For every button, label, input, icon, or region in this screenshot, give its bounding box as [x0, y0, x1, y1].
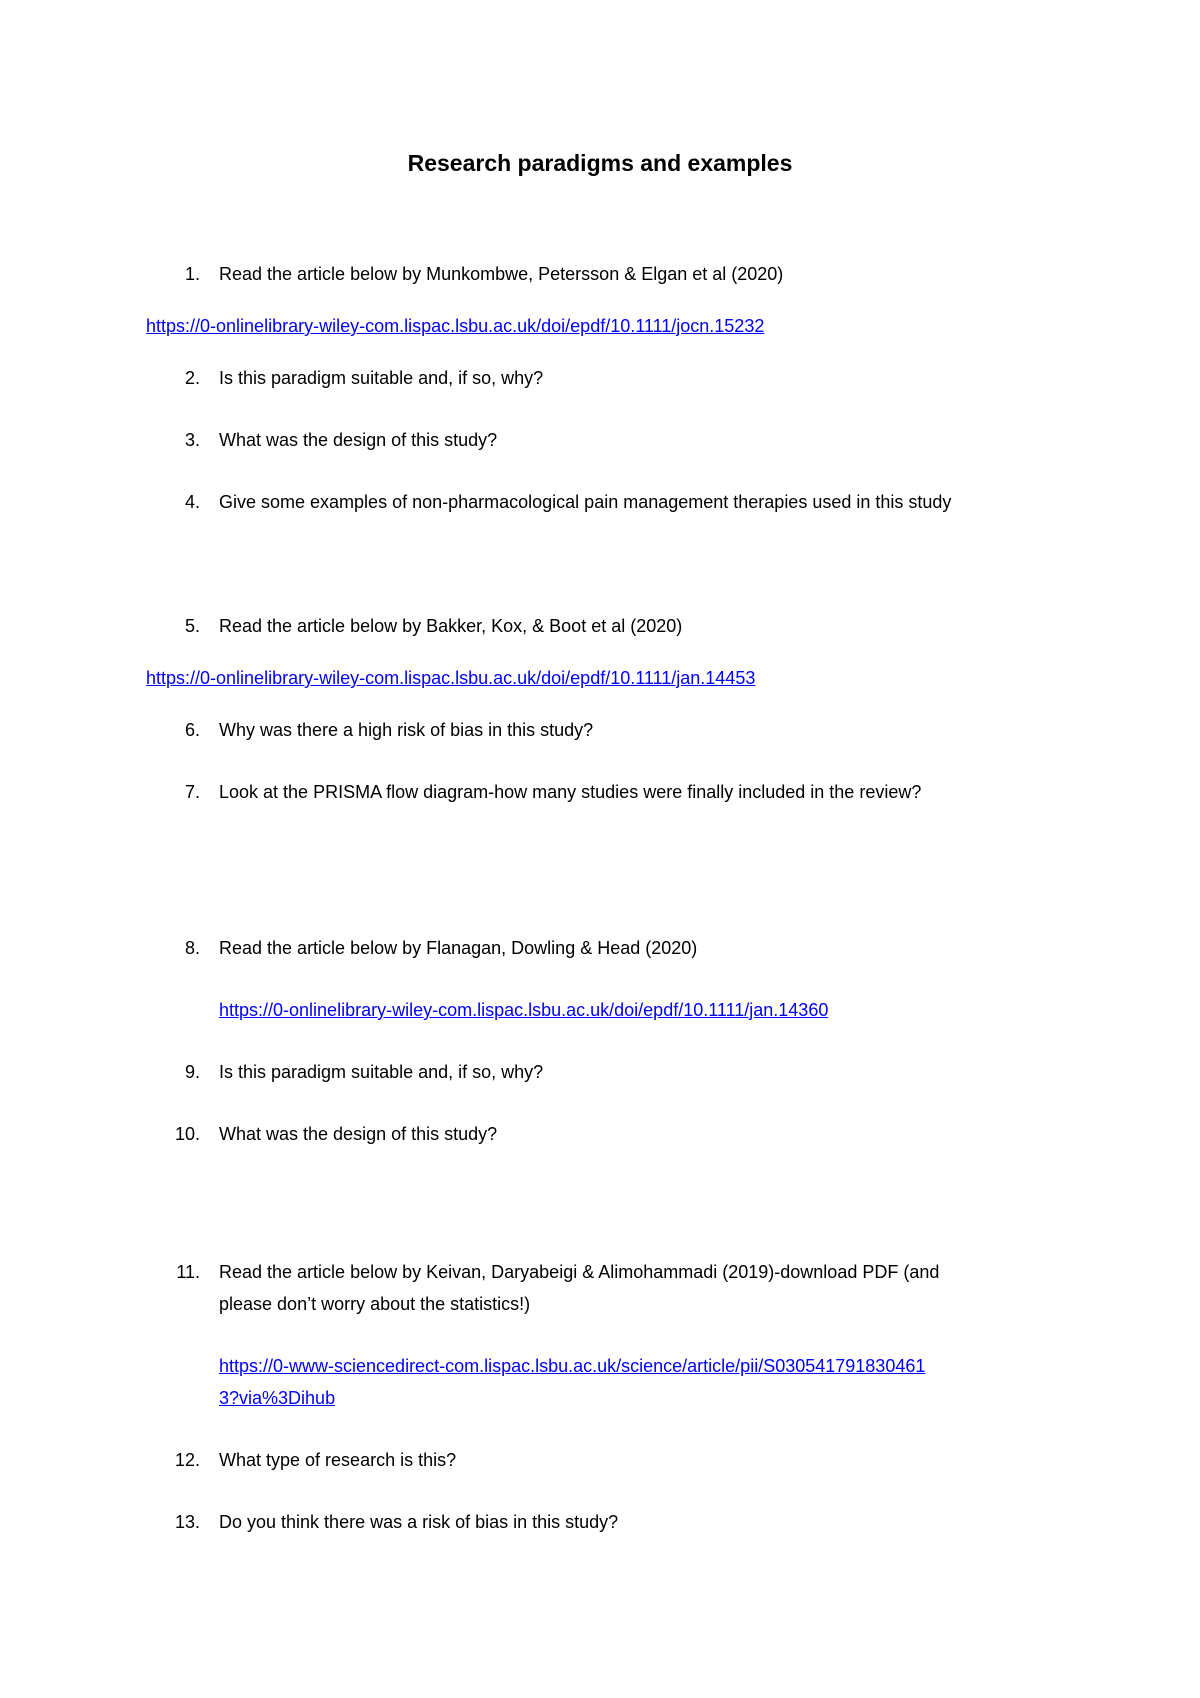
list-item: Read the article below by Munkombwe, Petersson & Elgan et al (2020)	[219, 264, 784, 284]
list-item: What was the design of this study?	[219, 1124, 498, 1144]
list-item-continuation: please don’t worry about the statistics!)	[219, 1294, 531, 1314]
article-link[interactable]: https://0-onlinelibrary-wiley-com.lispac.lsbu.ac.uk/doi/epdf/10.1111/jocn.15232	[146, 316, 765, 336]
list-item: Give some examples of non-pharmacological pain management therapies used in this study	[219, 492, 952, 512]
list-number: 8.	[184, 938, 200, 958]
list-number: 2.	[184, 368, 200, 388]
list-item: Do you think there was a risk of bias in this study?	[219, 1512, 619, 1532]
list-item: Is this paradigm suitable and, if so, why?	[219, 368, 544, 388]
list-item: Read the article below by Flanagan, Dowling & Head (2020)	[219, 938, 698, 958]
page-title: Research paradigms and examples	[407, 150, 793, 176]
list-number: 5.	[184, 616, 200, 636]
list-item: Read the article below by Bakker, Kox, & Boot et al (2020)	[219, 616, 683, 636]
list-item: What type of research is this?	[219, 1450, 457, 1470]
list-number: 1.	[184, 264, 200, 284]
list-number: 10.	[174, 1124, 200, 1144]
list-number: 7.	[184, 782, 200, 802]
list-number: 4.	[184, 492, 200, 512]
article-link[interactable]: https://0-www-sciencedirect-com.lispac.lsbu.ac.uk/science/article/pii/S030541791830461	[219, 1356, 926, 1376]
list-number: 11.	[176, 1262, 200, 1282]
list-item: What was the design of this study?	[219, 430, 498, 450]
list-number: 3.	[184, 430, 200, 450]
list-number: 6.	[184, 720, 200, 740]
list-number: 9.	[184, 1062, 200, 1082]
article-link[interactable]: https://0-onlinelibrary-wiley-com.lispac.lsbu.ac.uk/doi/epdf/10.1111/jan.14360	[219, 1000, 829, 1020]
list-item: Why was there a high risk of bias in this study?	[219, 720, 594, 740]
article-link-continuation[interactable]: 3?via%3Dihub	[219, 1388, 336, 1408]
list-item: Is this paradigm suitable and, if so, why?	[219, 1062, 544, 1082]
list-number: 12.	[174, 1450, 200, 1470]
list-number: 13.	[174, 1512, 200, 1532]
list-item: Look at the PRISMA flow diagram-how many studies were finally included in the review?	[219, 782, 922, 802]
list-item: Read the article below by Keivan, Daryabeigi & Alimohammadi (2019)-download PDF (and	[219, 1262, 940, 1282]
article-link[interactable]: https://0-onlinelibrary-wiley-com.lispac.lsbu.ac.uk/doi/epdf/10.1111/jan.14453	[146, 668, 756, 688]
